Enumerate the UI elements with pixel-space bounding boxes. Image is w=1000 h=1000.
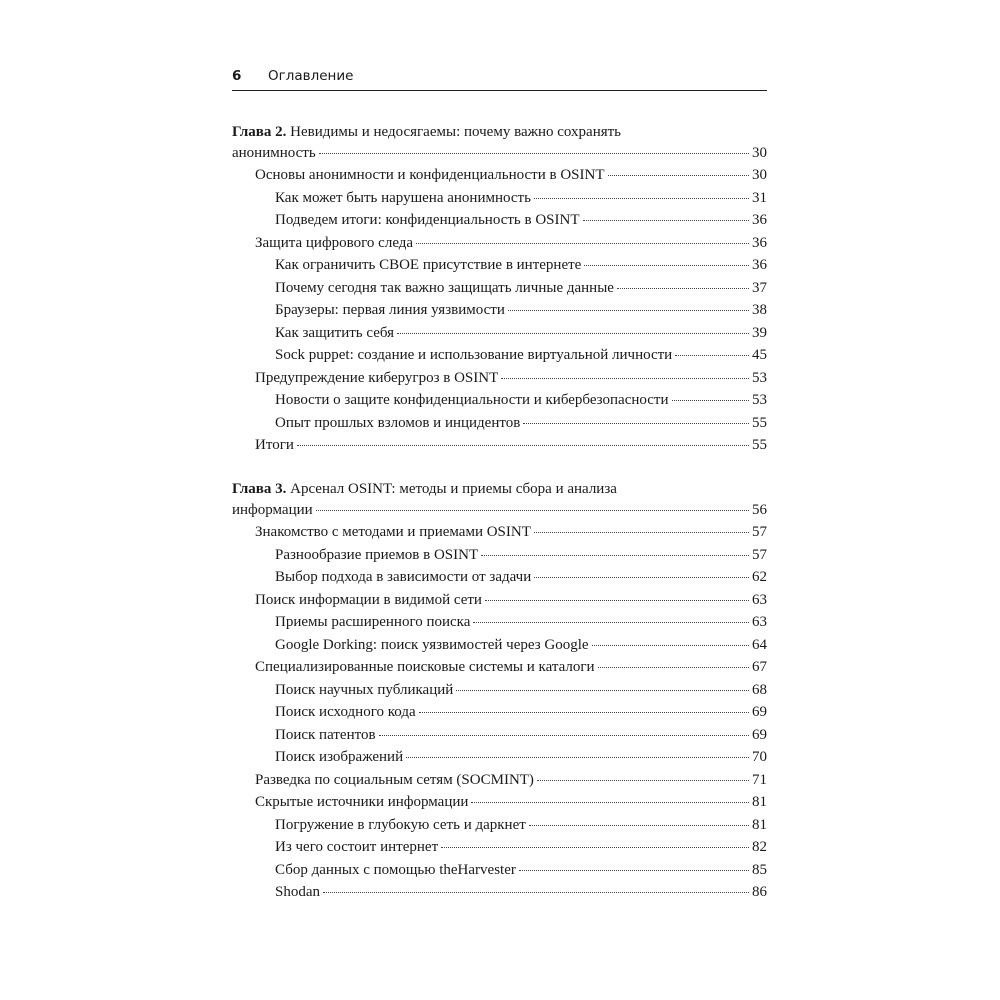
chapter-prefix: Глава 2. bbox=[232, 124, 287, 140]
toc-entry[interactable] bbox=[232, 859, 767, 882]
toc-entry-page: 63 bbox=[752, 614, 767, 630]
toc-entry-page: 57 bbox=[752, 524, 767, 540]
dot-leader bbox=[323, 892, 749, 893]
toc-entry[interactable] bbox=[232, 611, 767, 634]
toc-entry-label: Как может быть нарушена анонимность bbox=[275, 189, 531, 206]
dot-leader bbox=[675, 355, 749, 356]
toc-entry-label: Предупреждение киберугроз в OSINT bbox=[255, 369, 499, 386]
toc-entry[interactable] bbox=[232, 836, 767, 859]
toc-entry-label: Специализированные поисковые системы и каталоги bbox=[255, 659, 595, 675]
toc-entry-label: Защита цифрового следа bbox=[255, 234, 414, 251]
dot-leader bbox=[319, 153, 749, 154]
toc-entry-label: Поиск научных публикаций bbox=[275, 681, 454, 698]
toc-entry-label: Новости о защите конфиденциальности и кибербезопасности bbox=[275, 392, 669, 408]
dot-leader bbox=[523, 423, 749, 424]
toc-entry-page: 57 bbox=[752, 546, 767, 563]
toc-entry[interactable] bbox=[232, 344, 767, 367]
toc-entry[interactable] bbox=[232, 656, 767, 679]
toc-entry-page: 30 bbox=[752, 167, 767, 183]
toc-entry-label: Приемы расширенного поиска bbox=[275, 614, 471, 630]
toc-entry-page: 36 bbox=[752, 257, 767, 273]
toc-entry-label: Знакомство с методами и приемами OSINT bbox=[255, 524, 531, 540]
chapter-prefix: Глава 3. bbox=[232, 481, 287, 497]
toc-entry-chapter[interactable] bbox=[232, 143, 767, 164]
toc-entry-label: Из чего состоит интернет bbox=[275, 839, 439, 855]
dot-leader bbox=[473, 622, 749, 623]
toc-entry[interactable] bbox=[232, 412, 767, 435]
dot-leader bbox=[534, 532, 749, 533]
toc-entry-label: Подведем итоги: конфиденциальность в OSINT bbox=[275, 212, 580, 228]
toc-entry-page: 36 bbox=[752, 212, 767, 228]
toc-entry[interactable] bbox=[232, 434, 767, 457]
toc-entry[interactable] bbox=[232, 209, 767, 232]
toc-entry[interactable] bbox=[232, 634, 767, 657]
dot-leader bbox=[598, 667, 749, 668]
dot-leader bbox=[471, 802, 749, 803]
toc-entry-label: Поиск изображений bbox=[275, 749, 404, 765]
toc-entry-page: 55 bbox=[752, 414, 767, 431]
dot-leader bbox=[485, 600, 749, 601]
page-number: 6 bbox=[232, 68, 242, 84]
toc-entry-page: 71 bbox=[752, 771, 767, 788]
dot-leader bbox=[608, 175, 749, 176]
toc-entry[interactable] bbox=[232, 164, 767, 187]
dot-leader bbox=[519, 870, 749, 871]
toc-entry[interactable] bbox=[232, 277, 767, 300]
toc-entry-chapter[interactable] bbox=[232, 500, 767, 521]
toc-entry-page: 81 bbox=[752, 816, 767, 833]
toc-entry[interactable] bbox=[232, 299, 767, 322]
toc-entry[interactable] bbox=[232, 769, 767, 792]
chapter-title-line1: Невидимы и недосягаемы: почему важно сохранять bbox=[290, 124, 622, 140]
toc-entry-page: 69 bbox=[752, 704, 767, 720]
dot-leader bbox=[406, 757, 749, 758]
toc-entry-page: 31 bbox=[752, 189, 767, 206]
dot-leader bbox=[534, 577, 749, 578]
dot-leader bbox=[508, 310, 749, 311]
toc-entry-page: 85 bbox=[752, 861, 767, 878]
toc-entry-label: Как защитить себя bbox=[275, 324, 395, 341]
toc-entry-page: 82 bbox=[752, 839, 767, 855]
dot-leader bbox=[416, 243, 749, 244]
toc-entry[interactable] bbox=[232, 701, 767, 724]
toc-entry-label: Сбор данных с помощью theHarvester bbox=[275, 861, 516, 878]
toc-entry[interactable] bbox=[232, 544, 767, 567]
toc-entry[interactable] bbox=[232, 389, 767, 412]
toc-entry-page: 62 bbox=[752, 569, 767, 585]
toc-entry-page: 30 bbox=[752, 145, 767, 161]
dot-leader bbox=[529, 825, 749, 826]
toc-entry[interactable] bbox=[232, 814, 767, 837]
toc-entry-page: 63 bbox=[752, 591, 767, 608]
toc-entry-page: 67 bbox=[752, 659, 767, 675]
toc-entry-label: Скрытые источники информации bbox=[255, 794, 469, 810]
toc-entry[interactable] bbox=[232, 521, 767, 544]
dot-leader bbox=[397, 333, 749, 334]
toc-entry[interactable] bbox=[232, 724, 767, 747]
toc-entry[interactable] bbox=[232, 881, 767, 904]
toc-entry[interactable] bbox=[232, 746, 767, 769]
dot-leader bbox=[617, 288, 749, 289]
toc-entry-label: Shodan bbox=[275, 884, 320, 900]
dot-leader bbox=[481, 555, 749, 556]
dot-leader bbox=[534, 198, 749, 199]
dot-leader bbox=[501, 378, 749, 379]
toc-entry-label: Выбор подхода в зависимости от задачи bbox=[275, 569, 532, 585]
toc-entry-label: Итоги bbox=[255, 437, 294, 453]
dot-leader bbox=[297, 445, 749, 446]
toc-entry[interactable] bbox=[232, 589, 767, 612]
toc-chapter-2 bbox=[232, 122, 767, 457]
toc-chapter-3 bbox=[232, 479, 767, 904]
dot-leader bbox=[592, 645, 749, 646]
toc-entry-label: Sock puppet: создание и использование виртуальной личности bbox=[275, 347, 673, 363]
toc-entry-label: Браузеры: первая линия уязвимости bbox=[275, 302, 505, 318]
dot-leader bbox=[584, 265, 749, 266]
toc-entry-label: Почему сегодня так важно защищать личные данные bbox=[275, 279, 614, 296]
toc-entry-label: Опыт прошлых взломов и инцидентов bbox=[275, 414, 521, 431]
toc-entry-label: Поиск информации в видимой сети bbox=[255, 591, 482, 608]
toc-entry-label: Как ограничить СВОЕ присутствие в интернете bbox=[275, 257, 582, 273]
toc-entry-page: 53 bbox=[752, 392, 767, 408]
toc-entry-label: анонимность bbox=[232, 145, 316, 161]
chapter-title-line1: Арсенал OSINT: методы и приемы сбора и анализа bbox=[290, 481, 617, 497]
toc-entry[interactable] bbox=[232, 232, 767, 255]
toc-entry[interactable] bbox=[232, 187, 767, 210]
dot-leader bbox=[537, 780, 749, 781]
toc-entry-page: 86 bbox=[752, 884, 767, 900]
toc-entry-label: Поиск патентов bbox=[275, 726, 376, 743]
chapter-title bbox=[232, 479, 767, 500]
toc-entry-page: 64 bbox=[752, 636, 767, 653]
section-title: Оглавление bbox=[268, 68, 354, 84]
toc-entry[interactable] bbox=[232, 791, 767, 814]
toc-entry-label: Разнообразие приемов в OSINT bbox=[275, 546, 479, 563]
toc-entry-page: 55 bbox=[752, 437, 767, 453]
dot-leader bbox=[441, 847, 749, 848]
book-page bbox=[232, 0, 767, 1000]
toc-entry-page: 53 bbox=[752, 369, 767, 386]
toc-entry-label: Поиск исходного кода bbox=[275, 704, 416, 720]
toc-entry-label: Google Dorking: поиск уязвимостей через Google bbox=[275, 636, 589, 653]
toc-entry-page: 39 bbox=[752, 324, 767, 341]
toc-entry[interactable] bbox=[232, 322, 767, 345]
dot-leader bbox=[379, 735, 749, 736]
toc-entry-page: 69 bbox=[752, 726, 767, 743]
dot-leader bbox=[583, 220, 750, 221]
running-header bbox=[232, 66, 767, 91]
toc-entry-label: Погружение в глубокую сеть и даркнет bbox=[275, 816, 526, 833]
dot-leader bbox=[316, 510, 749, 511]
toc-entry-label: Основы анонимности и конфиденциальности в OSINT bbox=[255, 167, 605, 183]
toc-entry-page: 36 bbox=[752, 234, 767, 251]
toc-entry[interactable] bbox=[232, 254, 767, 277]
dot-leader bbox=[456, 690, 749, 691]
toc-entry-page: 70 bbox=[752, 749, 767, 765]
dot-leader bbox=[419, 712, 749, 713]
toc-entry[interactable] bbox=[232, 566, 767, 589]
dot-leader bbox=[672, 400, 749, 401]
toc-entry[interactable] bbox=[232, 367, 767, 390]
toc-entry-page: 38 bbox=[752, 302, 767, 318]
toc-entry-page: 56 bbox=[752, 502, 767, 518]
toc-entry-label: информации bbox=[232, 502, 313, 518]
toc-entry-page: 37 bbox=[752, 279, 767, 296]
chapter-title bbox=[232, 122, 767, 143]
toc-entry-label: Разведка по социальным сетям (SOCMINT) bbox=[255, 771, 534, 788]
toc-entry-page: 45 bbox=[752, 347, 767, 363]
toc-entry[interactable] bbox=[232, 679, 767, 702]
toc-entry-page: 81 bbox=[752, 794, 767, 810]
toc-entry-page: 68 bbox=[752, 681, 767, 698]
